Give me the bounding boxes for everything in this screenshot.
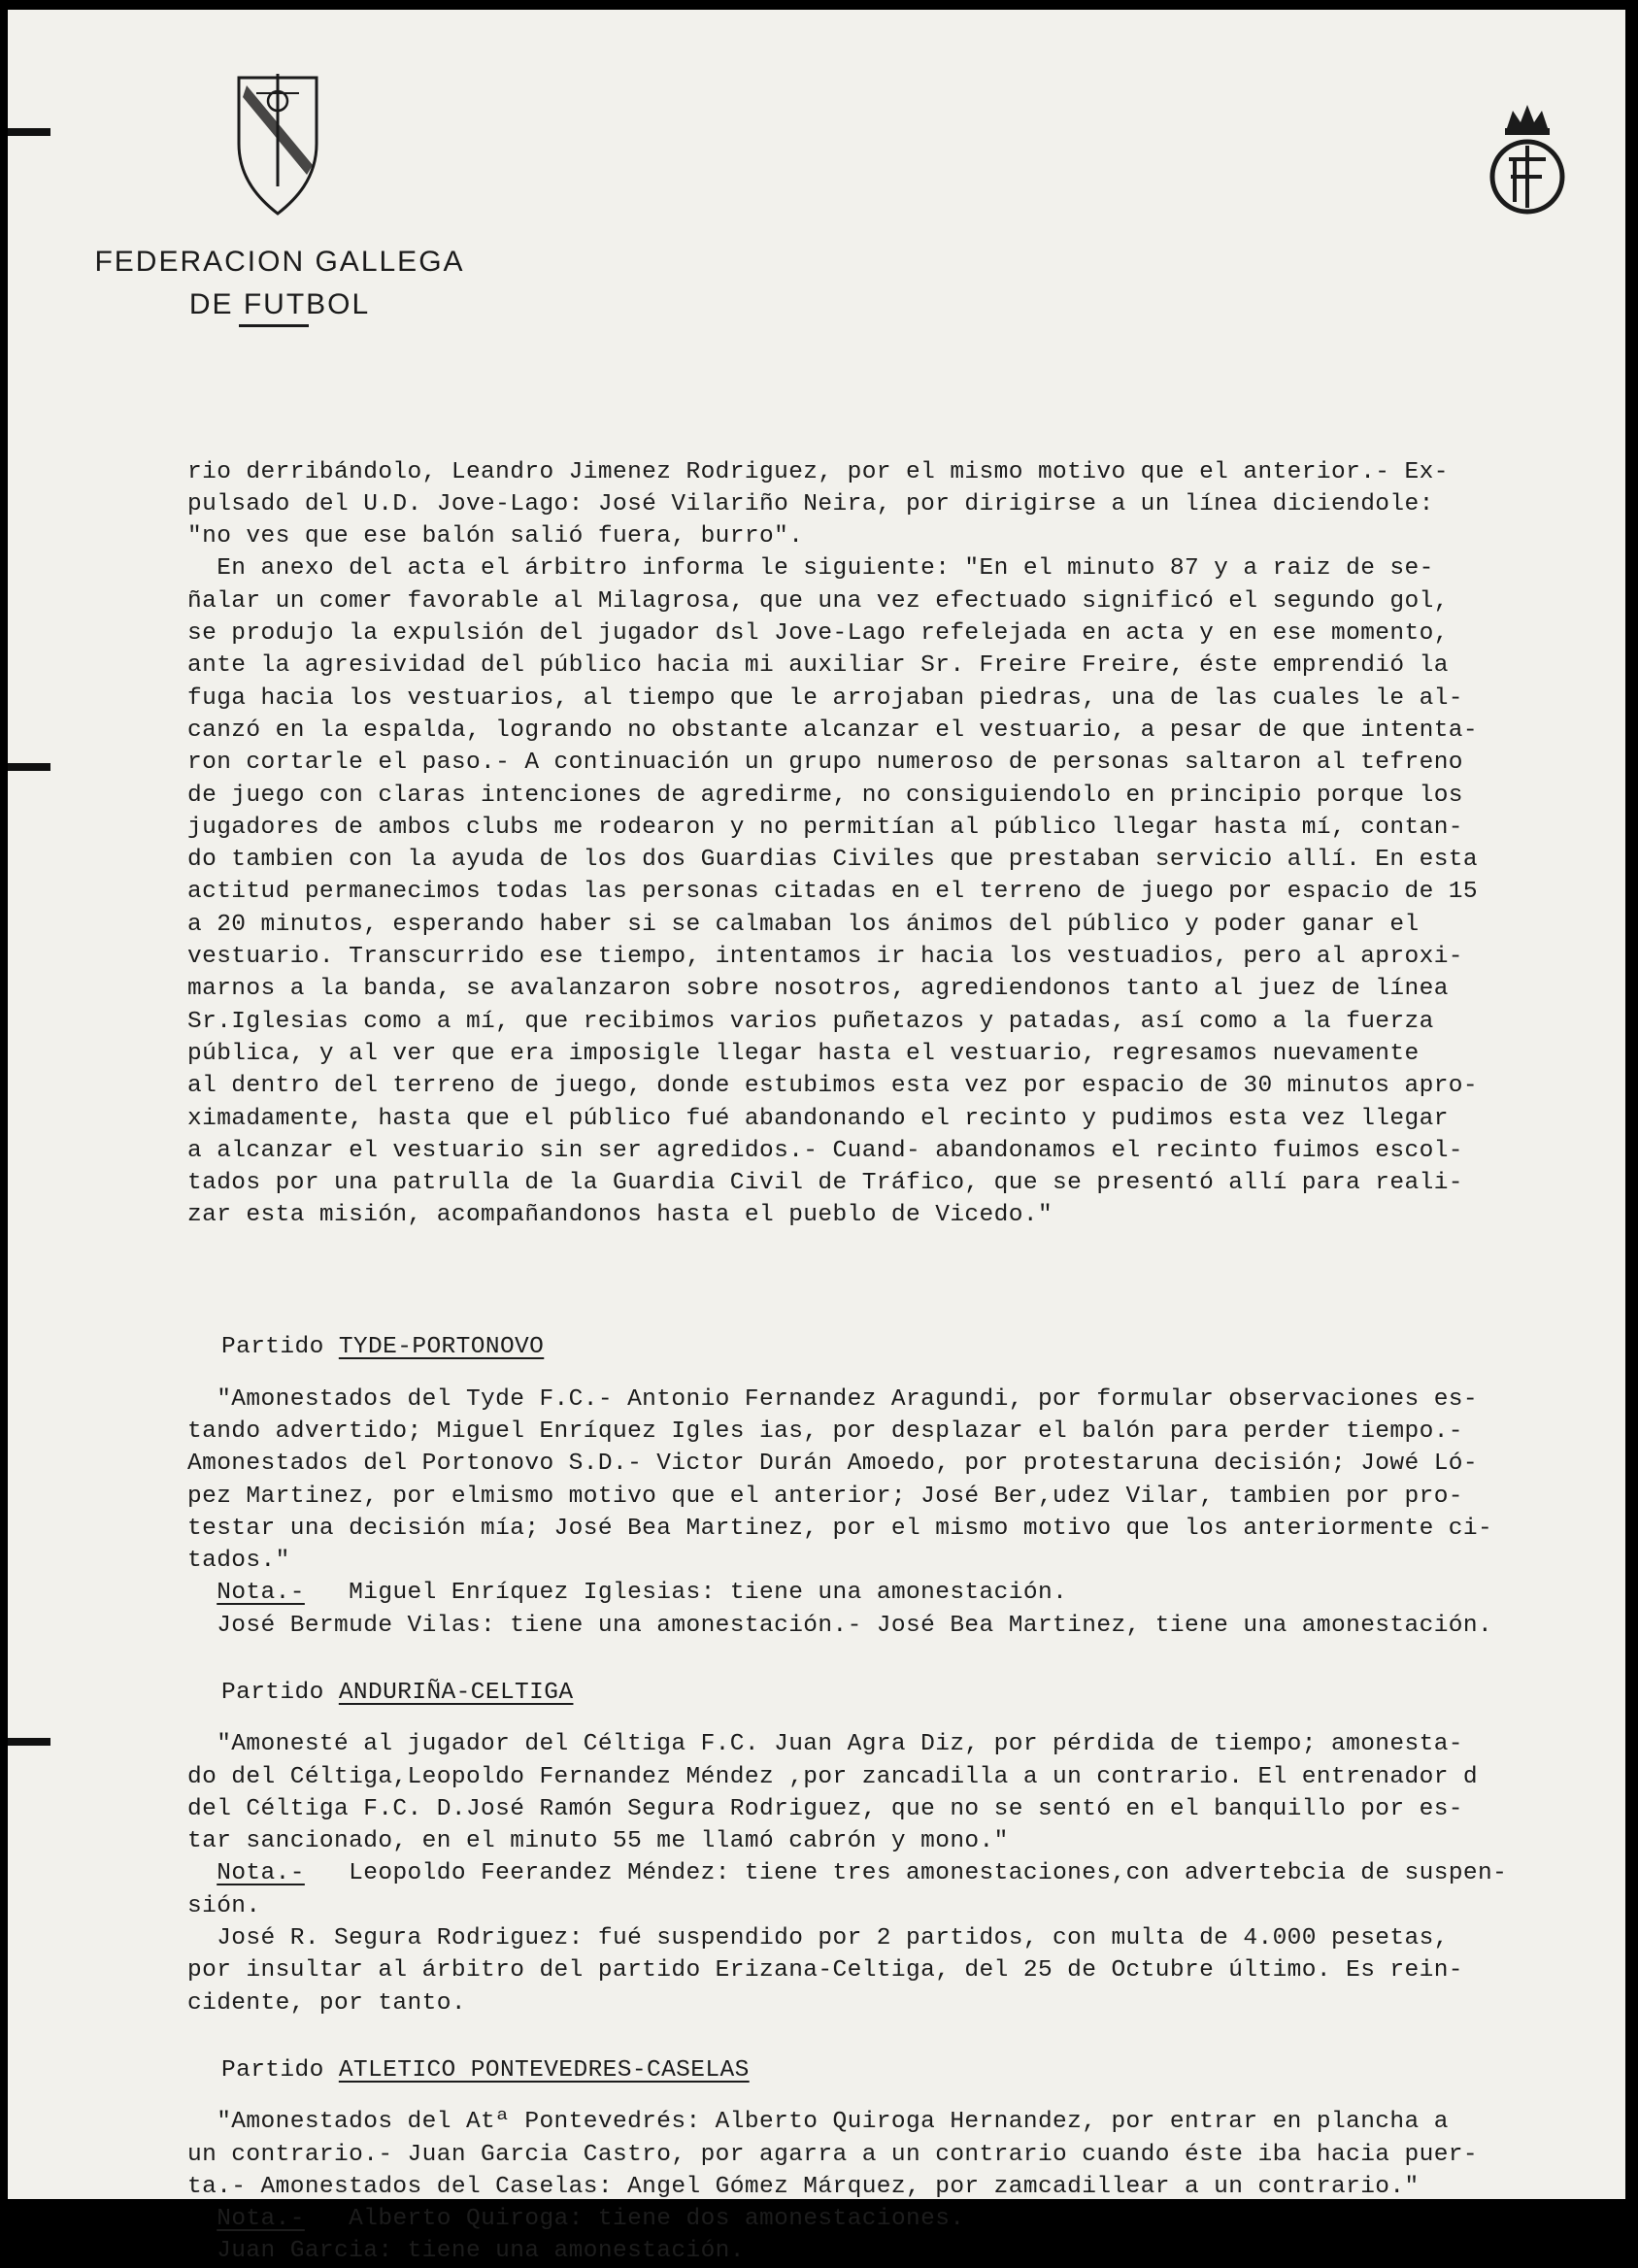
match-name: ATLETICO PONTEVEDRES-CASELAS: [338, 2056, 750, 2084]
match-heading-prefix: Partido: [221, 1679, 339, 1706]
text-line: actitud permanecimos todas las personas citadas en el terreno de juego por espacio de 15: [187, 879, 1479, 906]
incident-report-intro: [187, 456, 1634, 1232]
nota-indent: [187, 1860, 217, 1886]
match-heading: [221, 2054, 1634, 2086]
nota-text: Leopoldo Feerandez Méndez: tiene tres amonestaciones,con advertebcia de suspen-: [304, 1860, 1508, 1887]
text-line: jugadores de ambos clubs me rodearon y no permitían al público llegar hasta mí, contan-: [187, 814, 1463, 841]
nota-indent: [187, 2206, 217, 2232]
text-line: "no ves que ese balón salió fuera, burro".: [187, 523, 804, 550]
nota-label: Nota.-: [217, 2206, 305, 2233]
text-line: a 20 minutos, esperando haber si se calmaban los ánimos del público y poder ganar el: [187, 911, 1420, 938]
text-line: tados.": [187, 1548, 290, 1575]
nota-text: Miguel Enríquez Iglesias: tiene una amonestación.: [304, 1580, 1068, 1607]
section-spacer: [187, 1364, 1634, 1384]
match-heading: [221, 1677, 1634, 1709]
text-line: tar sancionado, en el minuto 55 me llamó cabrón y mono.": [187, 1828, 1009, 1855]
text-line: se produjo la expulsión del jugador dsl Jove-Lago refelejada en acta y en ese momento,: [187, 620, 1449, 648]
text-line: Juan Garcia: tiene una amonestación.: [187, 2238, 745, 2265]
section-spacer: [187, 1709, 1634, 1728]
text-line: cidente, por tanto.: [187, 1989, 466, 2017]
text-line: sión.: [187, 1892, 261, 1919]
match-heading: [221, 1331, 1634, 1363]
section-spacer: [187, 2019, 1634, 2054]
text-line: canzó en la espalda, logrando no obstante alcanzar el vestuario, a pesar de que intenta-: [187, 717, 1479, 744]
text-line: de juego con claras intenciones de agredirme, no consiguiendolo en principio porque los: [187, 782, 1463, 809]
text-line: José R. Segura Rodriguez: fué suspendido por 2 partidos, con multa de 4.000 pesetas,: [187, 1925, 1449, 1952]
section-spacer: [187, 1296, 1634, 1331]
text-line: José Bermude Vilas: tiene una amonestación.- José Bea Martinez, tiene una amonestación.: [187, 1612, 1493, 1639]
text-line: ximadamente, hasta que el público fué abandonando el recinto y pudimos esta vez llegar: [187, 1105, 1449, 1132]
text-line: del Céltiga F.C. D.José Ramón Segura Rodriguez, que no se sentó en el banquillo por es-: [187, 1795, 1463, 1822]
text-line: En anexo del acta el árbitro informa le siguiente: "En el minuto 87 y a raiz de se-: [187, 555, 1434, 583]
text-line: do del Céltiga,Leopoldo Fernandez Méndez ,por zancadilla a un contrario. El entrenador d: [187, 1763, 1479, 1790]
document-page: [8, 10, 1625, 2265]
match-name: ANDURIÑA-CELTIGA: [338, 1679, 574, 1706]
match-section: [187, 1331, 1634, 1642]
text-line: marnos a la banda, se avalanzaron sobre nosotros, agrediendonos tanto al juez de línea: [187, 976, 1449, 1003]
galician-federation-shield-icon: [231, 72, 324, 217]
text-line: zar esta misión, acompañandonos hasta el pueblo de Vicedo.": [187, 1202, 1053, 1229]
text-line: Sr.Iglesias como a mí, que recibimos varios puñetazos y patadas, así como a la fuerza: [187, 1008, 1434, 1035]
text-line: ron cortarle el paso.- A continuación un grupo numeroso de personas saltaron al tefreno: [187, 750, 1463, 777]
text-line: un contrario.- Juan Garcia Castro, por agarra a un contrario cuando éste iba hacia puer-: [187, 2141, 1479, 2168]
spanish-federation-crowned-emblem-icon: [1486, 99, 1569, 219]
binder-hole: [8, 763, 50, 771]
match-name: TYDE-PORTONOVO: [338, 1334, 545, 1361]
text-line: rio derribándolo, Leandro Jimenez Rodriguez, por el mismo motivo que el anterior.- Ex-: [187, 458, 1449, 485]
federation-name-line1: FEDERACION GALLEGA: [94, 246, 465, 278]
text-line: pública, y al ver que era imposigle llegar hasta el vestuario, regresamos nuevamente: [187, 1040, 1420, 1067]
nota-line: [187, 1857, 1634, 1889]
nota-indent: [187, 1580, 217, 1606]
text-line: a alcanzar el vestuario sin ser agredidos.- Cuand- abandonamos el recinto fuimos escol-: [187, 1137, 1463, 1164]
text-line: fuga hacia los vestuarios, al tiempo que le arrojaban piedras, una de las cuales le al-: [187, 684, 1463, 712]
text-line: Amonestados del Portonovo S.D.- Victor Durán Amoedo, por protestaruna decisión; Jowé Ló-: [187, 1451, 1479, 1478]
nota-text: Alberto Quiroga: tiene dos amonestaciones.: [304, 2206, 965, 2233]
letter-body: [187, 391, 1634, 2268]
text-line: "Amonestados del Tyde F.C.- Antonio Fernandez Aragundi, por formular observaciones es-: [187, 1385, 1479, 1413]
text-line: ñalar un comer favorable al Milagrosa, que una vez efectuado significó el segundo gol,: [187, 587, 1449, 615]
nota-label: Nota.-: [217, 1580, 305, 1607]
text-line: vestuario. Transcurrido ese tiempo, intentamos ir hacia los vestuadios, pero al aproxi-: [187, 944, 1463, 971]
text-line: pulsado del U.D. Jove-Lago: José Vilariño Neira, por dirigirse a un línea diciendole:: [187, 490, 1434, 517]
text-line: testar una decisión mía; José Bea Martinez, por el mismo motivo que los anteriormente ci-: [187, 1515, 1493, 1542]
text-line: do tambien con la ayuda de los dos Guardias Civiles que prestaban servicio allí. En esta: [187, 847, 1479, 874]
nota-label: Nota.-: [217, 1860, 305, 1887]
text-line: ante la agresividad del público hacia mi auxiliar Sr. Freire Freire, éste emprendió la: [187, 652, 1449, 680]
federation-name-line2: DE FUTBOL: [188, 288, 371, 320]
text-line: tando advertido; Miguel Enríquez Igles ias, por desplazar el balón para perder tiempo.-: [187, 1418, 1463, 1445]
text-line: ta.- Amonestados del Caselas: Angel Gómez Márquez, por zamcadillear a un contrario.": [187, 2173, 1420, 2200]
nota-line: [187, 1577, 1634, 1609]
binder-hole: [8, 1738, 50, 1746]
text-line: tados por una patrulla de la Guardia Civil de Tráfico, que se presentó allí para reali-: [187, 1170, 1463, 1197]
section-spacer: [187, 2086, 1634, 2106]
header-underline: [239, 324, 309, 327]
nota-line: [187, 2203, 1634, 2235]
match-section: [187, 2054, 1634, 2268]
text-line: "Amonesté al jugador del Céltiga F.C. Juan Agra Diz, por pérdida de tiempo; amonesta-: [187, 1731, 1463, 1758]
text-line: al dentro del terreno de juego, donde estubimos esta vez por espacio de 30 minutos apro-: [187, 1073, 1479, 1100]
text-line: por insultar al árbitro del partido Erizana-Celtiga, del 25 de Octubre último. Es rein-: [187, 1957, 1463, 1984]
text-line: "Amonestados del Atª Pontevedrés: Alberto Quiroga Hernandez, por entrar en plancha a: [187, 2109, 1449, 2136]
match-section: [187, 1677, 1634, 2019]
section-spacer: [187, 1642, 1634, 1677]
text-line: pez Martinez, por elmismo motivo que el anterior; José Ber,udez Vilar, tambien por pro-: [187, 1483, 1463, 1510]
binder-hole: [8, 128, 50, 136]
federation-name: [85, 241, 474, 326]
match-heading-prefix: Partido: [221, 1334, 339, 1361]
match-heading-prefix: Partido: [221, 2056, 339, 2084]
